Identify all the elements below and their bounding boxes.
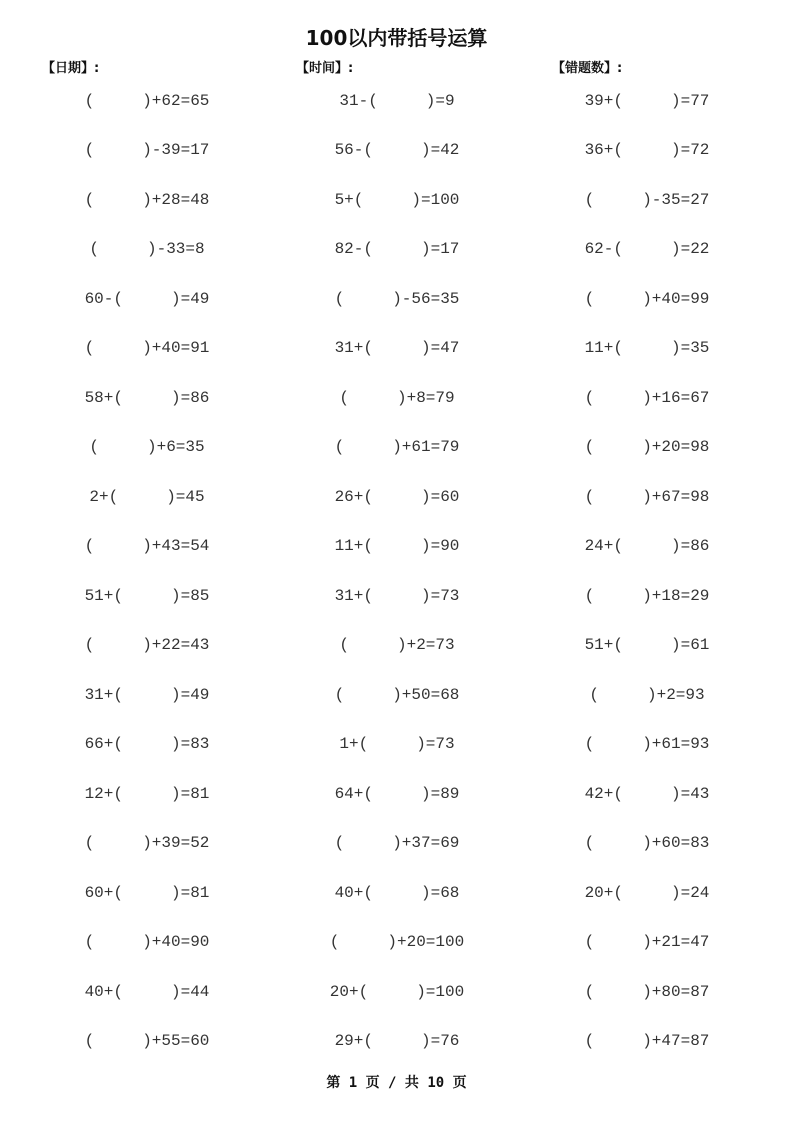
math-problem: ( )+60=83 bbox=[584, 834, 710, 853]
math-problem: 40+( )=68 bbox=[334, 883, 460, 902]
date-label: 【日期】: bbox=[42, 61, 100, 76]
math-problem: ( )-33=8 bbox=[89, 240, 205, 259]
math-problem: 56-( )=42 bbox=[334, 141, 460, 160]
math-problem: 31+( )=47 bbox=[334, 339, 460, 358]
math-problem: ( )+20=98 bbox=[584, 438, 710, 457]
math-problem: ( )+40=90 bbox=[84, 933, 210, 952]
math-problem: 60+( )=81 bbox=[84, 883, 210, 902]
math-problem: ( )+61=93 bbox=[584, 735, 710, 754]
math-problem: ( )+6=35 bbox=[89, 438, 205, 457]
math-problem: 66+( )=83 bbox=[84, 735, 210, 754]
math-problem: ( )-39=17 bbox=[84, 141, 210, 160]
math-problem: 1+( )=73 bbox=[339, 735, 455, 754]
math-problem: ( )-56=35 bbox=[334, 289, 460, 308]
math-problem: ( )+8=79 bbox=[339, 388, 455, 407]
math-problem: ( )+21=47 bbox=[584, 933, 710, 952]
math-problem: 24+( )=86 bbox=[584, 537, 710, 556]
math-problem: ( )+47=87 bbox=[584, 1032, 710, 1051]
math-problem: ( )+39=52 bbox=[84, 834, 210, 853]
math-problem: 12+( )=81 bbox=[84, 784, 210, 803]
math-problem: ( )+20=100 bbox=[329, 933, 465, 952]
math-problem: ( )+61=79 bbox=[334, 438, 460, 457]
math-problem: ( )+2=73 bbox=[339, 636, 455, 655]
math-problem: ( )+28=48 bbox=[84, 190, 210, 209]
math-problem: 31-( )=9 bbox=[339, 91, 455, 110]
time-label: 【时间】: bbox=[296, 61, 354, 76]
math-problem: ( )+62=65 bbox=[84, 91, 210, 110]
page-footer: 第 1 页 / 共 10 页 bbox=[326, 1075, 467, 1091]
math-problem: 20+( )=24 bbox=[584, 883, 710, 902]
math-problem: 26+( )=60 bbox=[334, 487, 460, 506]
math-problem: 42+( )=43 bbox=[584, 784, 710, 803]
math-problem: 64+( )=89 bbox=[334, 784, 460, 803]
problem-column-1 bbox=[22, 76, 272, 1066]
math-problem: ( )+80=87 bbox=[584, 982, 710, 1001]
math-problem: 11+( )=35 bbox=[584, 339, 710, 358]
math-problem: 62-( )=22 bbox=[584, 240, 710, 259]
math-problem: 31+( )=73 bbox=[334, 586, 460, 605]
math-problem: ( )+67=98 bbox=[584, 487, 710, 506]
math-problem: 31+( )=49 bbox=[84, 685, 210, 704]
math-problem: 82-( )=17 bbox=[334, 240, 460, 259]
math-problem: ( )+16=67 bbox=[584, 388, 710, 407]
math-problem: ( )+2=93 bbox=[589, 685, 705, 704]
error-count-label: 【错题数】: bbox=[552, 61, 623, 76]
problem-column-3 bbox=[522, 76, 772, 1066]
math-problem: ( )+22=43 bbox=[84, 636, 210, 655]
math-problem: 5+( )=100 bbox=[334, 190, 460, 209]
math-problem: 20+( )=100 bbox=[329, 982, 465, 1001]
math-problem: 29+( )=76 bbox=[334, 1032, 460, 1051]
problem-column-2 bbox=[272, 76, 522, 1066]
math-problem: ( )+18=29 bbox=[584, 586, 710, 605]
math-problem: 40+( )=44 bbox=[84, 982, 210, 1001]
math-problem: 60-( )=49 bbox=[84, 289, 210, 308]
math-problem: 39+( )=77 bbox=[584, 91, 710, 110]
math-problem: ( )+50=68 bbox=[334, 685, 460, 704]
math-problem: 2+( )=45 bbox=[89, 487, 205, 506]
math-problem: ( )-35=27 bbox=[584, 190, 710, 209]
page-title: 100以内带括号运算 bbox=[305, 26, 488, 50]
math-problem: 11+( )=90 bbox=[334, 537, 460, 556]
math-problem: ( )+37=69 bbox=[334, 834, 460, 853]
math-problem: ( )+40=91 bbox=[84, 339, 210, 358]
math-problem: ( )+43=54 bbox=[84, 537, 210, 556]
math-problem: ( )+40=99 bbox=[584, 289, 710, 308]
math-problem: 58+( )=86 bbox=[84, 388, 210, 407]
math-problem: 51+( )=61 bbox=[584, 636, 710, 655]
math-problem: 36+( )=72 bbox=[584, 141, 710, 160]
math-problem: 51+( )=85 bbox=[84, 586, 210, 605]
math-problem: ( )+55=60 bbox=[84, 1032, 210, 1051]
